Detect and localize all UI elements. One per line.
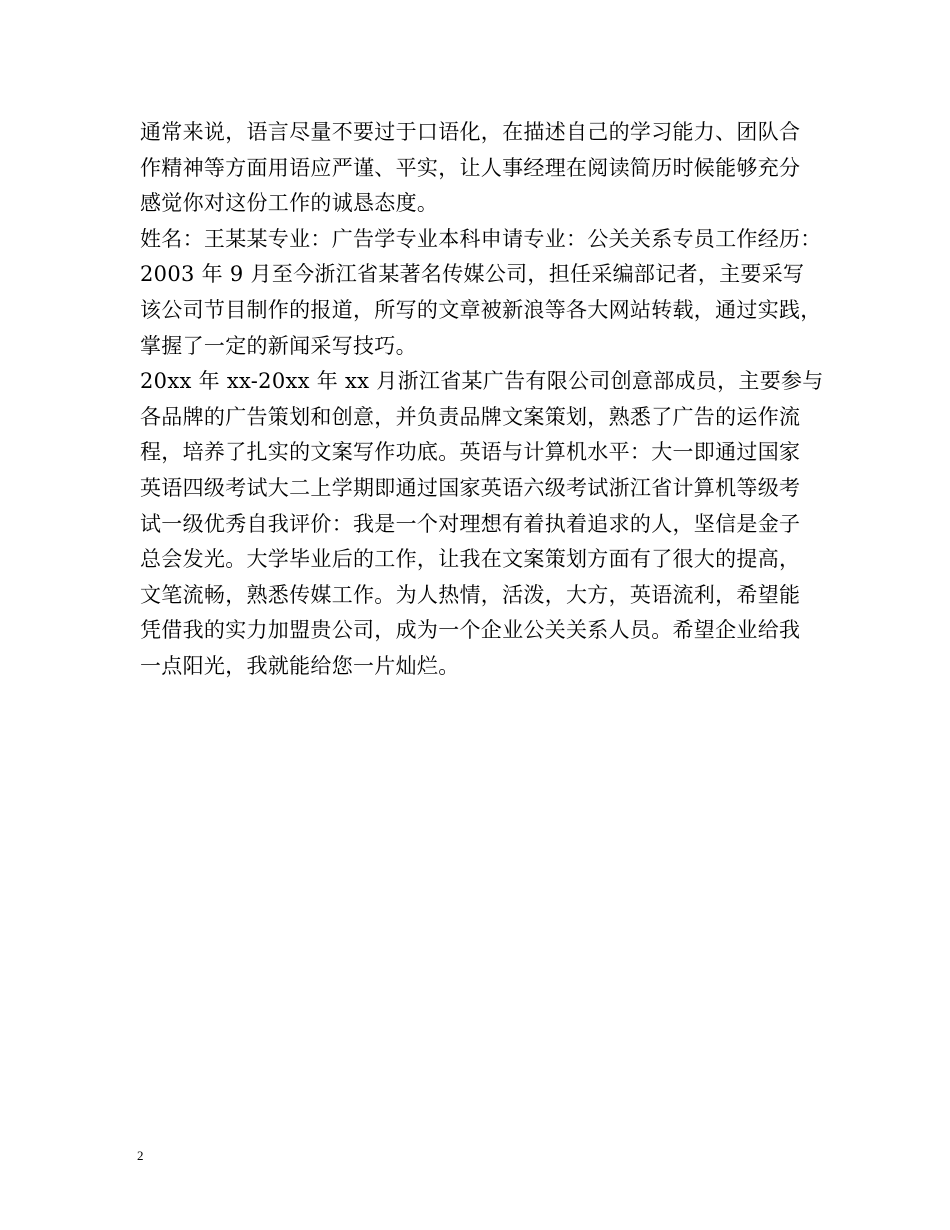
text-line: 作精神等方面用语应严谨、平实，让人事经理在阅读简历时候能够充分	[140, 155, 801, 180]
text-line: 20xx 年 xx-20xx 年 xx 月浙江省某广告有限公司创意部成员，主要参与	[140, 369, 824, 394]
text-line: 程，培养了扎实的文案写作功底。英语与计算机水平：大一即通过国家	[140, 440, 801, 465]
text-line: 一点阳光，我就能给您一片灿烂。	[140, 653, 460, 678]
text-line: 文笔流畅，熟悉传媒工作。为人热情，活泼，大方，英语流利，希望能	[140, 582, 801, 607]
text-line: 2003 年 9 月至今浙江省某著名传媒公司，担任采编部记者，主要采写	[140, 262, 805, 287]
body-text	[140, 115, 830, 685]
text-line: 凭借我的实力加盟贵公司，成为一个企业公关关系人员。希望企业给我	[140, 618, 801, 643]
text-line: 试一级优秀自我评价：我是一个对理想有着执着追求的人，坚信是金子	[140, 511, 801, 536]
text-line: 各品牌的广告策划和创意，并负责品牌文案策划，熟悉了广告的运作流	[140, 404, 801, 429]
text-line: 该公司节目制作的报道，所写的文章被新浪等各大网站转载，通过实践，	[140, 297, 822, 322]
text-line: 姓名：王某某专业：广告学专业本科申请专业：公关关系专员工作经历：	[140, 226, 822, 251]
page-number: 2	[137, 1148, 144, 1163]
text-line: 总会发光。大学毕业后的工作，让我在文案策划方面有了很大的提高，	[140, 547, 801, 572]
text-line: 掌握了一定的新闻采写技巧。	[140, 333, 417, 358]
text-line: 感觉你对这份工作的诚恳态度。	[140, 191, 439, 216]
text-line: 英语四级考试大二上学期即通过国家英语六级考试浙江省计算机等级考	[140, 475, 801, 500]
text-line: 通常来说，语言尽量不要过于口语化，在描述自己的学习能力、团队合	[140, 120, 801, 144]
